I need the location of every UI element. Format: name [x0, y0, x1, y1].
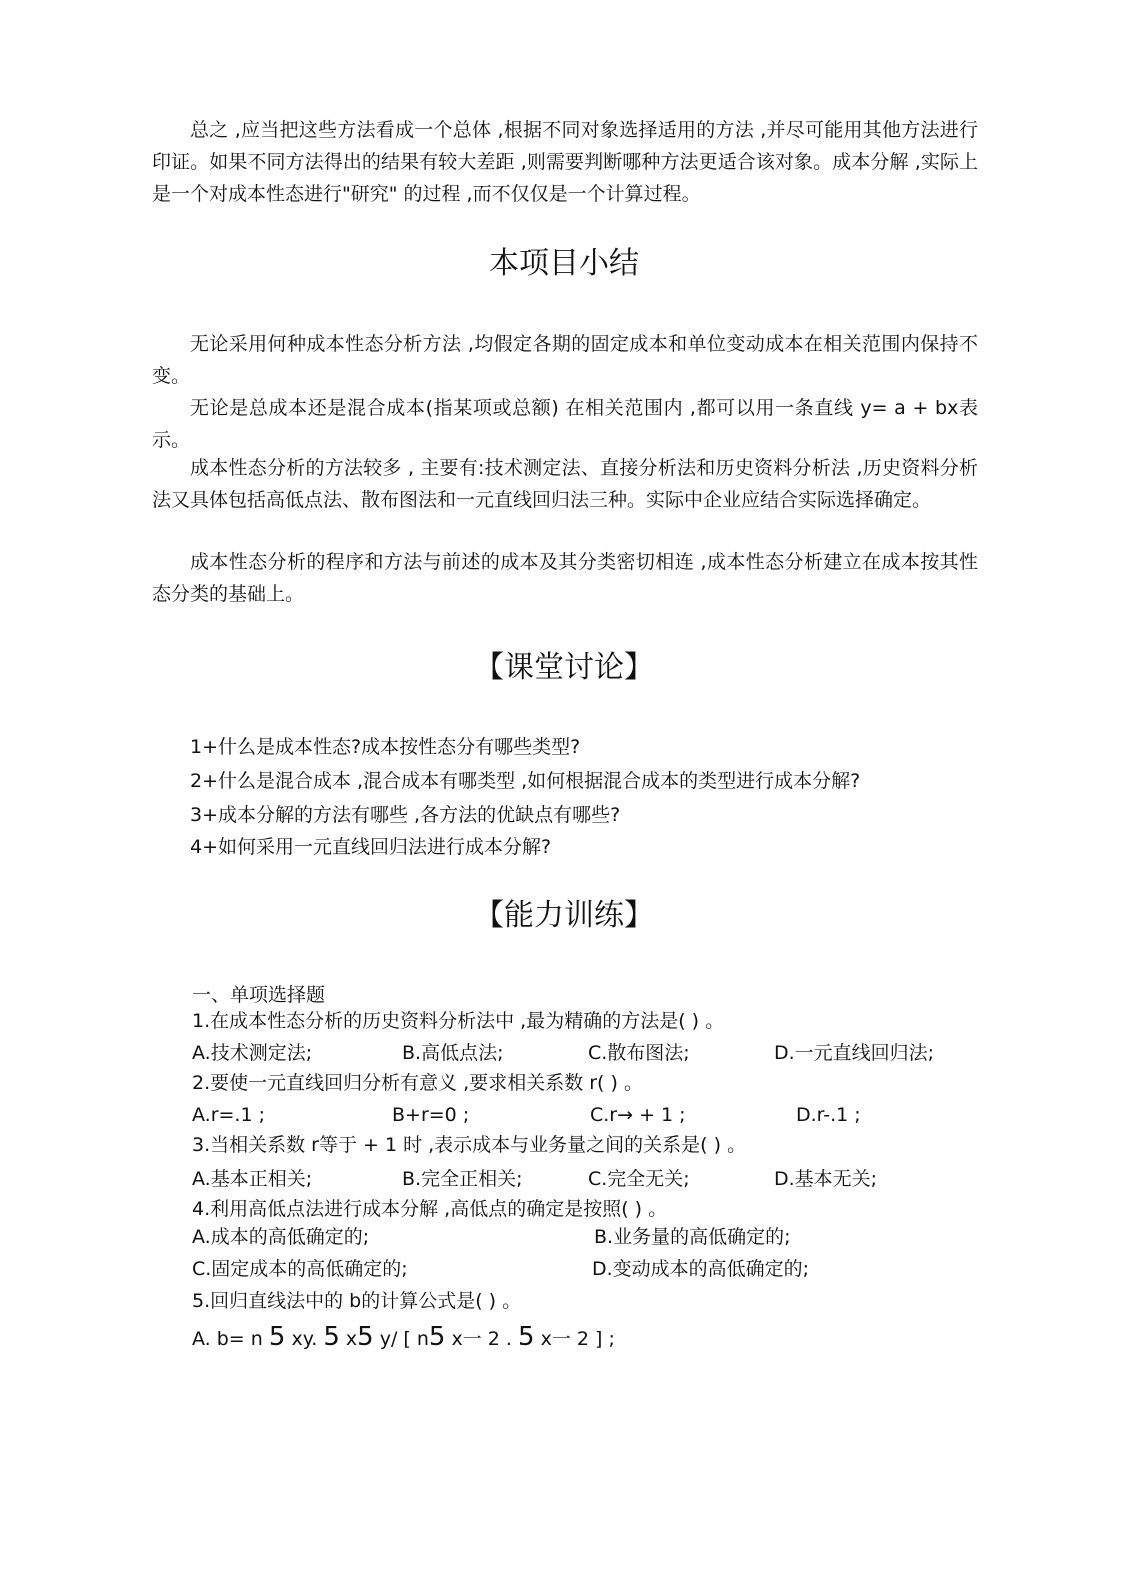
summary-paragraph: 无论采用何种成本性态分析方法 ,均假定各期的固定成本和单位变动成本在相关范围内保持不变。 — [152, 333, 978, 387]
q1-option-b: B.高低点法; — [402, 1042, 504, 1064]
q4-option-a: A.成本的高低确定的; — [192, 1226, 370, 1248]
q2-option-a: A.r=.1 ; — [192, 1104, 266, 1126]
summary-paragraph: 成本性态分析的程序和方法与前述的成本及其分类密切相连 ,成本性态分析建立在成本按其性态分类的基础上。 — [152, 551, 978, 605]
q2-option-b: B+r=0 ; — [392, 1104, 470, 1126]
intro-paragraph: 总之 ,应当把这些方法看成一个总体 ,根据不同对象选择适用的方法 ,并尽可能用其他方法进行印证。如果不同方法得出的结果有较大差距 ,则需要判断哪种方法更适合该对象。成本分解 ,实际上是一个对成本性态进行"研究" 的过程 ,而不仅仅是一个计算过程。 — [152, 119, 978, 205]
q1-option-d: D.一元直线回归法; — [774, 1042, 935, 1064]
q2-option-d: D.r-.1 ; — [796, 1104, 861, 1126]
q3-option-b: B.完全正相关; — [402, 1168, 523, 1190]
summary-paragraph: 成本性态分析的方法较多 , 主要有:技术测定法、直接分析法和历史资料分析法 ,历史资料分析法又具体包括高低点法、散布图法和一元直线回归法三种。实际中企业应结合实际选择确定。 — [152, 457, 978, 511]
summation-symbol: 5 — [323, 1322, 340, 1352]
formula-part: A. b= n — [192, 1328, 269, 1350]
q4-option-d: D.变动成本的高低确定的; — [592, 1258, 810, 1280]
q4-option-c: C.固定成本的高低确定的; — [192, 1258, 408, 1280]
question-4-stem: 4.利用高低点法进行成本分解 ,高低点的确定是按照( ) 。 — [192, 1198, 668, 1220]
summation-symbol: 5 — [518, 1322, 535, 1352]
formula-part: x — [339, 1328, 358, 1350]
summation-symbol: 5 — [357, 1322, 374, 1352]
section-label: 一、单项选择题 — [192, 984, 326, 1006]
question-2-stem: 2.要使一元直线回归分析有意义 ,要求相关系数 r( ) 。 — [192, 1072, 643, 1094]
discussion-item: 1+什么是成本性态?成本按性态分有哪些类型? — [190, 736, 581, 758]
discussion-item: 3+成本分解的方法有哪些 ,各方法的优缺点有哪些? — [190, 804, 621, 826]
q4-option-b: B.业务量的高低确定的; — [594, 1226, 791, 1248]
discussion-heading: 【课堂讨论】 — [474, 650, 654, 685]
formula-part: xy. — [285, 1328, 324, 1350]
discussion-item: 2+什么是混合成本 ,混合成本有哪类型 ,如何根据混合成本的类型进行成本分解? — [190, 770, 861, 792]
q2-option-c: C.r→ + 1 ; — [590, 1104, 686, 1126]
summary-heading: 本项目小结 — [489, 246, 639, 281]
formula-part: x一 2 . — [445, 1328, 518, 1350]
q3-option-c: C.完全无关; — [588, 1168, 690, 1190]
q5-formula-option-a — [192, 1322, 615, 1354]
question-3-stem: 3.当相关系数 r等于 + 1 时 ,表示成本与业务量之间的关系是( ) 。 — [192, 1134, 747, 1156]
q1-option-c: C.散布图法; — [588, 1042, 690, 1064]
formula-part: x一 2 ] ; — [534, 1328, 615, 1350]
summary-paragraph: 无论是总成本还是混合成本(指某项或总额) 在相关范围内 ,都可以用一条直线 y= a + bx表示。 — [152, 397, 978, 451]
summation-symbol: 5 — [428, 1322, 446, 1352]
discussion-item: 4+如何采用一元直线回归法进行成本分解? — [190, 836, 552, 858]
q3-option-d: D.基本无关; — [774, 1168, 878, 1190]
question-1-stem: 1.在成本性态分析的历史资料分析法中 ,最为精确的方法是( ) 。 — [192, 1010, 725, 1032]
question-5-stem: 5.回归直线法中的 b的计算公式是( ) 。 — [192, 1290, 522, 1312]
training-heading: 【能力训练】 — [474, 898, 654, 933]
summation-symbol: 5 — [268, 1322, 286, 1352]
q3-option-a: A.基本正相关; — [192, 1168, 313, 1190]
formula-part: y/ [ n — [373, 1328, 429, 1350]
q1-option-a: A.技术测定法; — [192, 1042, 313, 1064]
